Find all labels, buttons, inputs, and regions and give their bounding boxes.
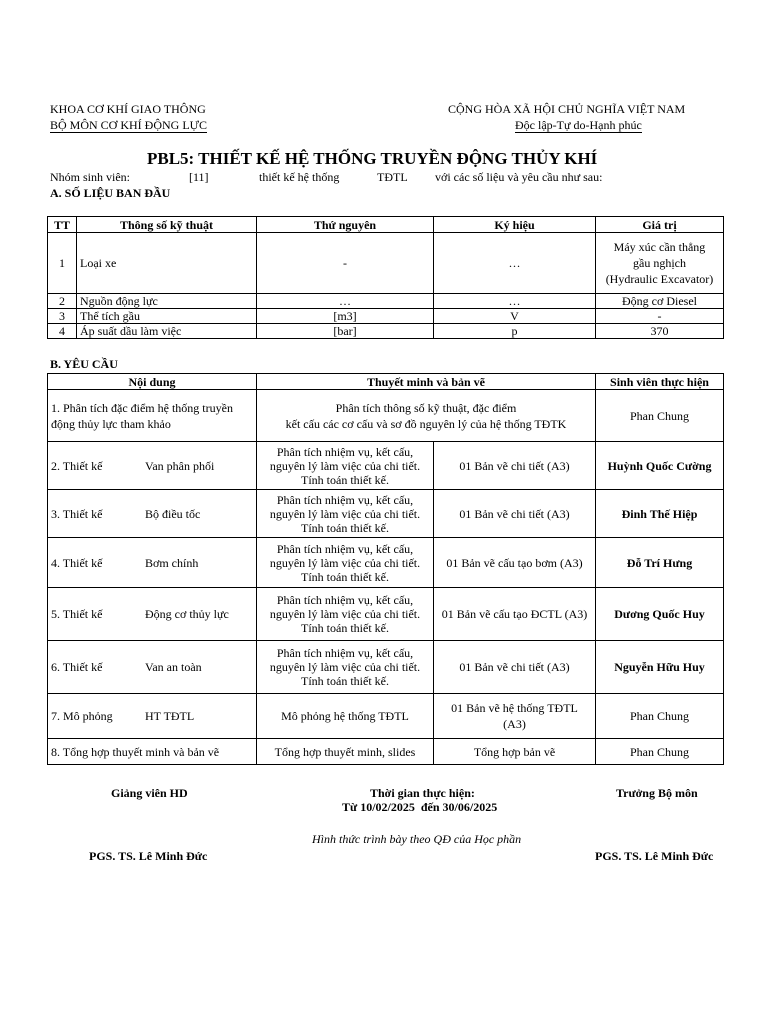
table-header-row	[48, 217, 724, 233]
time-label: Thời gian thực hiện:	[370, 786, 475, 800]
country-motto: Độc lập-Tự do-Hạnh phúc	[515, 118, 642, 132]
table-row: 3 Thể tích gầu [m3] V -	[48, 309, 724, 324]
table-row: 1. Phân tích đặc điểm hệ thống truyền động thủy lực tham khảo Phân tích thông số kỹ thuật, đặc điểm kết cấu các cơ cấu và sơ đồ nguyên lý của hệ thống TĐTK Phan Chung	[48, 390, 724, 442]
col-header: TT	[48, 217, 77, 233]
col-header: Nội dung	[48, 374, 257, 390]
col-header: Thông số kỹ thuật	[77, 217, 257, 233]
document-title: PBL5: THIẾT KẾ HỆ THỐNG TRUYỀN ĐỘNG THỦY KHÍ	[147, 149, 598, 168]
initial-data-table	[47, 216, 724, 339]
table-row: 4. Thiết kế Bơm chính Phân tích nhiệm vụ, kết cấu, nguyên lý làm việc của chi tiết. Tính toán thiết kế. 01 Bản vẽ cấu tạo bơm (A3) Đỗ Trí Hưng	[48, 538, 724, 588]
time-range: Từ 10/02/2025 đến 30/06/2025	[342, 800, 498, 814]
table-row: 4 Áp suất dầu làm việc [bar] p 370	[48, 324, 724, 339]
intro-system: TĐTL	[377, 170, 408, 184]
table-row: 5. Thiết kế Động cơ thủy lực Phân tích nhiệm vụ, kết cấu, nguyên lý làm việc của chi tiết. Tính toán thiết kế. 01 Bản vẽ cấu tạo ĐCTL (A3) Dương Quốc Huy	[48, 588, 724, 641]
country-name: CỘNG HÒA XÃ HỘI CHỦ NGHĨA VIỆT NAM	[448, 102, 686, 116]
table-header-row	[48, 374, 724, 390]
head-name: PGS. TS. Lê Minh Đức	[595, 849, 714, 863]
head-label: Trưởng Bộ môn	[616, 786, 698, 800]
col-header: Sinh viên thực hiện	[596, 374, 724, 390]
section-a-heading: A. SỐ LIỆU BAN ĐẦU	[50, 186, 171, 200]
col-header: Giá trị	[596, 217, 724, 233]
table-row: 7. Mô phỏng HT TĐTL Mô phỏng hệ thống TĐTL 01 Bản vẽ hệ thống TĐTL (A3) Phan Chung	[48, 694, 724, 739]
department-name: BỘ MÔN CƠ KHÍ ĐỘNG LỰC	[50, 118, 207, 132]
table-row: 2. Thiết kế Van phân phối Phân tích nhiệm vụ, kết cấu, nguyên lý làm việc của chi tiết. Tính toán thiết kế. 01 Bản vẽ chi tiết (A3) Huỳnh Quốc Cường	[48, 442, 724, 490]
presentation-note: Hình thức trình bày theo QĐ của Học phần	[312, 832, 522, 846]
table-row: 1 Loại xe - … Máy xúc cần thẳng gầu nghịch (Hydraulic Excavator)	[48, 233, 724, 294]
intro-design-label: thiết kế hệ thống	[259, 170, 340, 184]
faculty-name: KHOA CƠ KHÍ GIAO THÔNG	[50, 102, 206, 116]
advisor-label: Giảng viên HD	[111, 786, 188, 800]
table-row: 8. Tổng hợp thuyết minh và bản vẽ Tổng hợp thuyết minh, slides Tổng hợp bản vẽ Phan Chung	[48, 739, 724, 765]
advisor-name: PGS. TS. Lê Minh Đức	[89, 849, 208, 863]
table-row: 3. Thiết kế Bộ điều tốc Phân tích nhiệm vụ, kết cấu, nguyên lý làm việc của chi tiết. Tính toán thiết kế. 01 Bản vẽ chi tiết (A3) Đinh Thế Hiệp	[48, 490, 724, 538]
requirements-table	[47, 373, 724, 765]
col-header: Ký hiệu	[434, 217, 596, 233]
col-header: Thuyết minh và bản vẽ	[257, 374, 596, 390]
col-header: Thứ nguyên	[257, 217, 434, 233]
table-row: 6. Thiết kế Van an toàn Phân tích nhiệm vụ, kết cấu, nguyên lý làm việc của chi tiết. Tính toán thiết kế. 01 Bản vẽ chi tiết (A3) Nguyễn Hữu Huy	[48, 641, 724, 694]
section-b-heading: B. YÊU CẦU	[50, 357, 118, 371]
intro-group-number: [11]	[189, 170, 209, 184]
intro-tail: với các số liệu và yêu cầu như sau:	[435, 170, 603, 184]
intro-group-label: Nhóm sinh viên:	[50, 170, 130, 184]
table-row: 2 Nguồn động lực … … Động cơ Diesel	[48, 294, 724, 309]
